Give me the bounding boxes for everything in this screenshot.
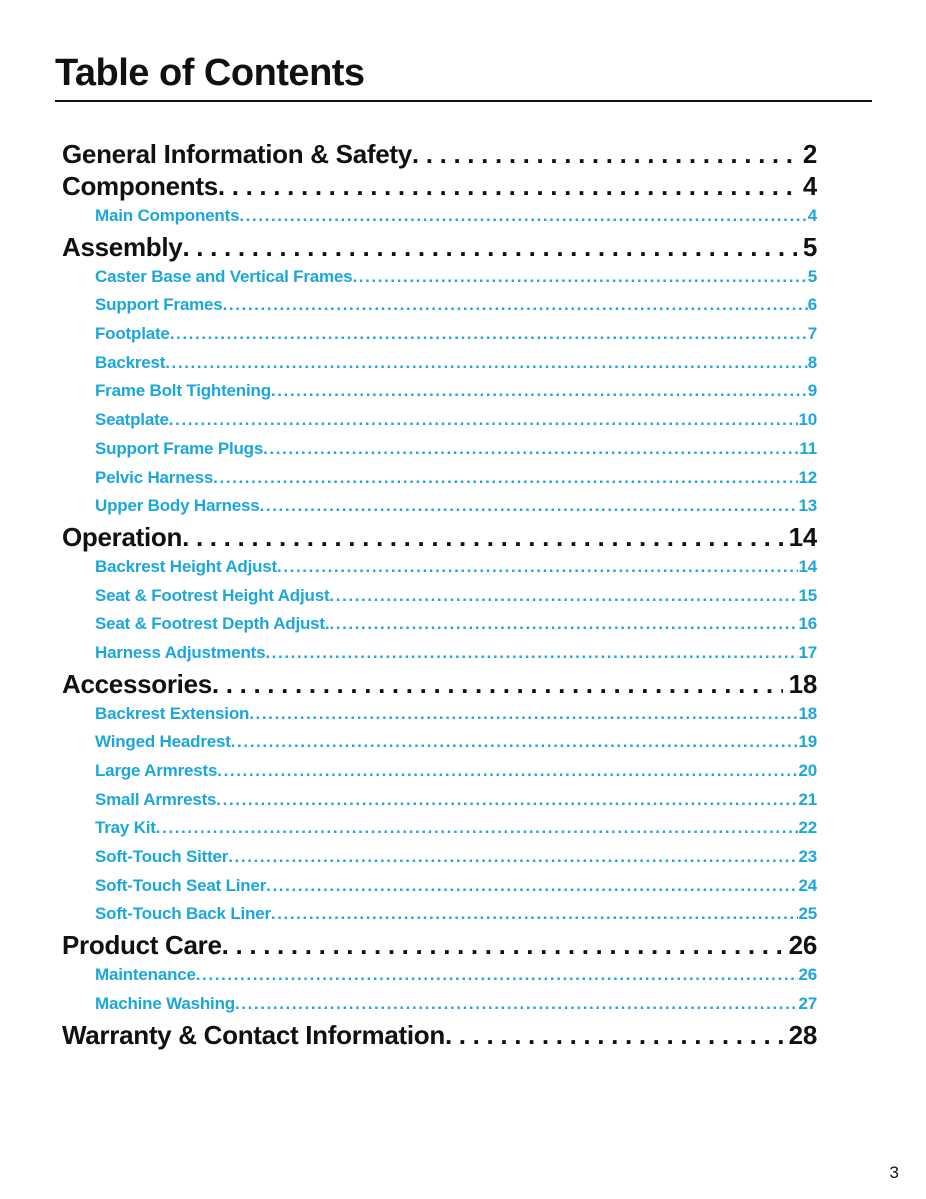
dot-leader [445, 1019, 783, 1051]
toc-entry-harness-adjustments[interactable] [62, 639, 817, 668]
toc-entry-page: 16 [798, 614, 817, 634]
page-title: Table of Contents [55, 52, 365, 94]
toc-entry-label: Support Frame Plugs [95, 438, 264, 458]
dot-leader [412, 138, 797, 170]
dot-leader [223, 291, 808, 320]
toc-entry-page: 15 [798, 585, 817, 605]
toc-entry-caster-base[interactable] [62, 263, 817, 292]
toc-entry-page: 8 [807, 352, 817, 372]
dot-leader [329, 610, 798, 639]
toc-entry-page: 13 [798, 496, 817, 516]
dot-leader [217, 757, 798, 786]
toc-entry-label: Soft-Touch Back Liner [95, 904, 271, 924]
toc-entry-warranty-contact-information[interactable] [62, 1019, 817, 1051]
toc-entry-label: Backrest Height Adjust [95, 556, 278, 576]
toc-entry-page: 7 [807, 324, 817, 344]
toc-entry-tray-kit[interactable] [62, 814, 817, 843]
toc-entry-backrest-extension[interactable] [62, 700, 817, 729]
toc-entry-backrest-height-adjust[interactable] [62, 553, 817, 582]
toc-entry-page: 14 [788, 521, 817, 552]
toc-entry-page: 25 [798, 904, 817, 924]
toc-entry-upper-body-harness[interactable] [62, 492, 817, 521]
toc-entry-maintenance[interactable] [62, 961, 817, 990]
toc-entry-page: 22 [798, 818, 817, 838]
toc-entry-label: Components [62, 171, 218, 201]
dot-leader [239, 202, 807, 231]
dot-leader [212, 668, 783, 700]
toc-entry-page: 21 [798, 789, 817, 809]
toc-entry-label: Winged Headrest [95, 732, 231, 752]
dot-leader [216, 786, 798, 815]
toc-entry-support-frame-plugs[interactable] [62, 435, 817, 464]
toc-entry-label: Product Care [62, 930, 222, 961]
toc-entry-page: 14 [798, 556, 817, 576]
dot-leader [213, 464, 798, 493]
toc-entry-small-armrests[interactable] [62, 786, 817, 815]
toc-entry-label: Soft-Touch Seat Liner [95, 875, 267, 895]
toc-entry-soft-touch-back-liner[interactable] [62, 900, 817, 929]
toc-entry-seat-footrest-height-adjust[interactable] [62, 582, 817, 611]
toc-entry-main-components[interactable] [62, 202, 817, 231]
toc-entry-label: Machine Washing [95, 993, 235, 1013]
toc-entry-label: Main Components [95, 206, 240, 225]
toc-entry-label: Caster Base and Vertical Frames [95, 266, 353, 286]
toc-entry-frame-bolt-tightening[interactable] [62, 377, 817, 406]
toc-entry-accessories[interactable] [62, 668, 817, 700]
toc-entry-page: 20 [798, 761, 817, 780]
toc-entry-components[interactable] [62, 170, 817, 202]
toc-entry-page: 26 [798, 965, 817, 985]
toc-entry-label: Footplate [95, 324, 170, 344]
dot-leader [182, 231, 796, 263]
dot-leader [218, 170, 797, 202]
dot-leader [196, 961, 799, 990]
toc-entry-label: General Information & Safety [62, 139, 412, 169]
toc-entry-label: Seat & Footrest Depth Adjust. [95, 614, 330, 634]
toc-entry-page: 6 [807, 295, 817, 315]
toc-entry-machine-washing[interactable] [62, 990, 817, 1019]
dot-leader [170, 320, 808, 349]
dot-leader [266, 872, 798, 901]
dot-leader [249, 700, 798, 729]
toc-entry-page: 4 [807, 206, 817, 225]
toc-entry-label: Pelvic Harness [95, 467, 214, 487]
toc-entry-page: 18 [788, 668, 817, 699]
toc-entry-page: 18 [798, 703, 817, 723]
toc-entry-page: 12 [798, 467, 817, 487]
toc-entry-page: 26 [788, 930, 817, 961]
toc-entry-label: Warranty & Contact Information [62, 1019, 445, 1050]
toc-entry-label: Maintenance [95, 965, 196, 985]
toc-entry-seatplate[interactable] [62, 406, 817, 435]
dot-leader [265, 639, 798, 668]
toc-entry-label: Large Armrests [95, 761, 218, 780]
toc-entry-label: Backrest [95, 352, 166, 372]
dot-leader [329, 582, 798, 611]
toc-entry-page: 23 [798, 847, 817, 867]
dot-leader [222, 929, 783, 961]
toc-entry-label: Harness Adjustments [95, 642, 266, 662]
toc-entry-page: 17 [798, 642, 817, 662]
toc-entry-page: 19 [798, 732, 817, 752]
dot-leader [263, 435, 799, 464]
toc-entry-page: 28 [788, 1019, 817, 1050]
toc-entry-page: 11 [799, 438, 817, 458]
dot-leader [182, 521, 783, 553]
toc-entry-footplate[interactable] [62, 320, 817, 349]
toc-entry-page: 24 [798, 875, 817, 895]
dot-leader [260, 492, 799, 521]
toc-entry-page: 2 [802, 139, 817, 169]
dot-leader [156, 814, 799, 843]
toc-entry-label: Frame Bolt Tightening [95, 381, 271, 401]
dot-leader [352, 263, 807, 292]
toc-entry-winged-headrest[interactable] [62, 728, 817, 757]
toc-entry-soft-touch-seat-liner[interactable] [62, 872, 817, 901]
toc-entry-product-care[interactable] [62, 929, 817, 961]
toc-entry-label: Accessories [62, 668, 212, 699]
toc-entry-page: 9 [807, 381, 817, 401]
toc-entry-page: 27 [798, 993, 817, 1013]
dot-leader [165, 349, 808, 378]
toc-entry-backrest[interactable] [62, 349, 817, 378]
toc-entry-page: 4 [802, 171, 817, 201]
toc-entry-label: Support Frames [95, 295, 223, 315]
toc-entry-general-information-safety[interactable] [62, 138, 817, 170]
table-of-contents [62, 138, 817, 1051]
title-divider [55, 100, 872, 102]
dot-leader [271, 900, 799, 929]
toc-entry-label: Backrest Extension [95, 703, 250, 723]
toc-entry-page: 5 [802, 231, 817, 262]
dot-leader [271, 377, 808, 406]
dot-leader [231, 728, 799, 757]
toc-entry-page: 5 [807, 266, 817, 286]
toc-entry-label: Assembly [62, 231, 183, 262]
toc-entry-label: Tray Kit [95, 818, 156, 838]
dot-leader [235, 990, 799, 1019]
toc-entry-soft-touch-sitter[interactable] [62, 843, 817, 872]
toc-entry-large-armrests[interactable] [62, 757, 817, 786]
toc-entry-label: Soft-Touch Sitter [95, 847, 229, 867]
toc-entry-page: 10 [798, 410, 817, 430]
toc-entry-label: Small Armrests [95, 789, 217, 809]
toc-entry-label: Seat & Footrest Height Adjust [95, 585, 330, 605]
toc-entry-operation[interactable] [62, 521, 817, 553]
toc-entry-label: Upper Body Harness [95, 496, 260, 516]
toc-entry-assembly[interactable] [62, 231, 817, 263]
page-number: 3 [889, 1163, 899, 1182]
toc-entry-label: Operation [62, 521, 183, 552]
toc-entry-label: Seatplate [95, 410, 169, 430]
toc-entry-pelvic-harness[interactable] [62, 464, 817, 493]
dot-leader [228, 843, 798, 872]
dot-leader [169, 406, 799, 435]
toc-entry-support-frames[interactable] [62, 291, 817, 320]
dot-leader [277, 553, 798, 582]
toc-entry-seat-footrest-depth-adjust[interactable] [62, 610, 817, 639]
